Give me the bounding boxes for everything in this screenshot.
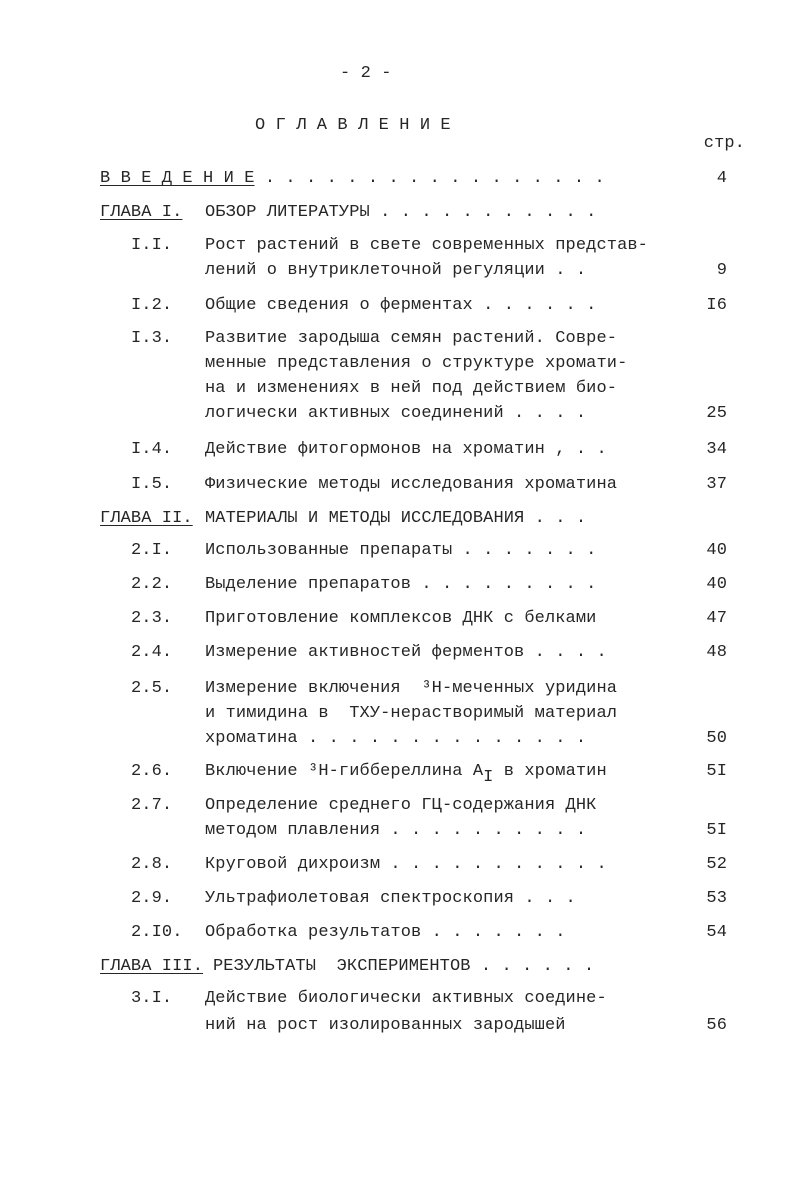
- page-number: - 2 -: [340, 64, 392, 83]
- chapter-title: ОБЗОР ЛИТЕРАТУРЫ: [205, 203, 370, 222]
- section-title: [205, 986, 607, 1038]
- section-number: I.I.: [131, 236, 173, 255]
- introduction-label: В В Е Д Е Н И Е: [100, 169, 255, 188]
- chapter-title-line: [205, 200, 596, 225]
- section-title-line: Измерение активностей ферментов . . . .: [205, 643, 607, 662]
- section-title: [205, 852, 607, 877]
- subscript-text: I: [483, 768, 494, 787]
- section-title-line: ний на рост изолированных зародышей: [205, 1016, 566, 1035]
- chapter-title-line: [205, 506, 586, 531]
- page-ref: 52: [706, 855, 727, 874]
- section-title: [205, 606, 596, 631]
- section-number: I.2.: [131, 296, 173, 315]
- page-ref: 56: [706, 1016, 727, 1035]
- section-number: 2.9.: [131, 889, 173, 908]
- dot-leader: . . . . . . . . . . .: [369, 203, 597, 222]
- section-title: [205, 437, 607, 462]
- page-ref: 5I: [706, 821, 727, 840]
- section-title: [205, 572, 596, 597]
- section-title-line: и тимидина в ТХУ-нерастворимый материал: [205, 704, 618, 723]
- page-ref: 48: [706, 643, 727, 662]
- section-title: [205, 920, 566, 945]
- chapter-label: ГЛАВА I.: [100, 203, 183, 222]
- page-ref: 4: [716, 169, 727, 188]
- section-number: I.3.: [131, 329, 173, 348]
- section-title-line: на и изменениях в ней под действием био-: [205, 379, 618, 398]
- section-title-line: Физические методы исследования хроматина: [205, 475, 618, 494]
- section-title-line: Общие сведения о ферментах . . . . . .: [205, 296, 597, 315]
- page-ref: 47: [706, 609, 727, 628]
- section-number: 2.5.: [131, 679, 173, 698]
- section-title-line: Обработка результатов . . . . . . .: [205, 923, 566, 942]
- section-title: [205, 326, 627, 426]
- introduction-heading: [100, 166, 605, 191]
- page-ref: 34: [706, 440, 727, 459]
- section-title-line: Выделение препаратов . . . . . . . . .: [205, 575, 597, 594]
- section-number: 2.3.: [131, 609, 173, 628]
- section-title-line: методом плавления . . . . . . . . . .: [205, 821, 587, 840]
- page-ref: I6: [706, 296, 727, 315]
- section-title-text: Включение ³Н-гиббереллина A: [205, 762, 484, 781]
- section-title: [205, 793, 596, 843]
- section-title-line: логически активных соединений . . . .: [205, 404, 587, 423]
- section-number: I.5.: [131, 475, 173, 494]
- dot-leader: . . . . . .: [470, 957, 595, 976]
- section-title-line: хроматина . . . . . . . . . . . . . .: [205, 729, 587, 748]
- dot-leader: . . . . . . . . . . . . . . . . .: [254, 169, 605, 188]
- page-title: О Г Л А В Л Е Н И Е: [255, 116, 451, 135]
- chapter-title: РЕЗУЛЬТАТЫ ЭКСПЕРИМЕНТОВ: [213, 957, 471, 976]
- section-number: 2.2.: [131, 575, 173, 594]
- section-number: 2.6.: [131, 762, 173, 781]
- section-number: 2.8.: [131, 855, 173, 874]
- section-number: 2.I.: [131, 541, 173, 560]
- section-title-line: [205, 759, 607, 787]
- page-ref: 9: [716, 261, 727, 280]
- section-number: 2.I0.: [131, 923, 183, 942]
- chapter-title-line: [213, 954, 594, 979]
- page-ref: 5I: [706, 762, 727, 781]
- section-title-line: Рост растений в свете современных представ-: [205, 236, 648, 255]
- section-title: [205, 759, 607, 787]
- section-title-line: Измерение включения ³Н-меченных уридина: [205, 679, 618, 698]
- section-title-line: Круговой дихроизм . . . . . . . . . . .: [205, 855, 607, 874]
- page-ref: 37: [706, 475, 727, 494]
- section-title: [205, 640, 607, 665]
- section-title-line: лений о внутриклеточной регуляции . .: [205, 261, 587, 280]
- section-title-line: Ультрафиолетовая спектроскопия . . .: [205, 889, 576, 908]
- section-title-line: Действие фитогормонов на хроматин , . .: [205, 440, 607, 459]
- section-title: [205, 676, 617, 751]
- section-title: [205, 293, 596, 318]
- chapter-title: МАТЕРИАЛЫ И МЕТОДЫ ИССЛЕДОВАНИЯ: [205, 509, 525, 528]
- section-number: 3.I.: [131, 989, 173, 1008]
- section-title: [205, 472, 617, 497]
- section-title: [205, 538, 596, 563]
- page-column-label: стр.: [703, 134, 745, 153]
- section-number: I.4.: [131, 440, 173, 459]
- section-number: 2.4.: [131, 643, 173, 662]
- section-title: [205, 886, 576, 911]
- section-title-text: в хроматин: [493, 762, 607, 781]
- chapter-label: ГЛАВА II.: [100, 509, 193, 528]
- dot-leader: . . .: [524, 509, 587, 528]
- page-ref: 53: [706, 889, 727, 908]
- section-title-line: менные представления о структуре хромати-: [205, 354, 628, 373]
- section-title-line: Определение среднего ГЦ-содержания ДНК: [205, 796, 597, 815]
- page-ref: 50: [706, 729, 727, 748]
- section-title: [205, 233, 648, 283]
- page-ref: 40: [706, 575, 727, 594]
- section-number: 2.7.: [131, 796, 173, 815]
- page-ref: 54: [706, 923, 727, 942]
- section-title-line: Приготовление комплексов ДНК с белками: [205, 609, 597, 628]
- chapter-label: ГЛАВА III.: [100, 957, 204, 976]
- page-ref: 40: [706, 541, 727, 560]
- section-title-line: Использованные препараты . . . . . . .: [205, 541, 597, 560]
- section-title-line: Развитие зародыша семян растений. Совре-: [205, 329, 618, 348]
- page-ref: 25: [706, 404, 727, 423]
- section-title-line: Действие биологически активных соедине-: [205, 989, 607, 1008]
